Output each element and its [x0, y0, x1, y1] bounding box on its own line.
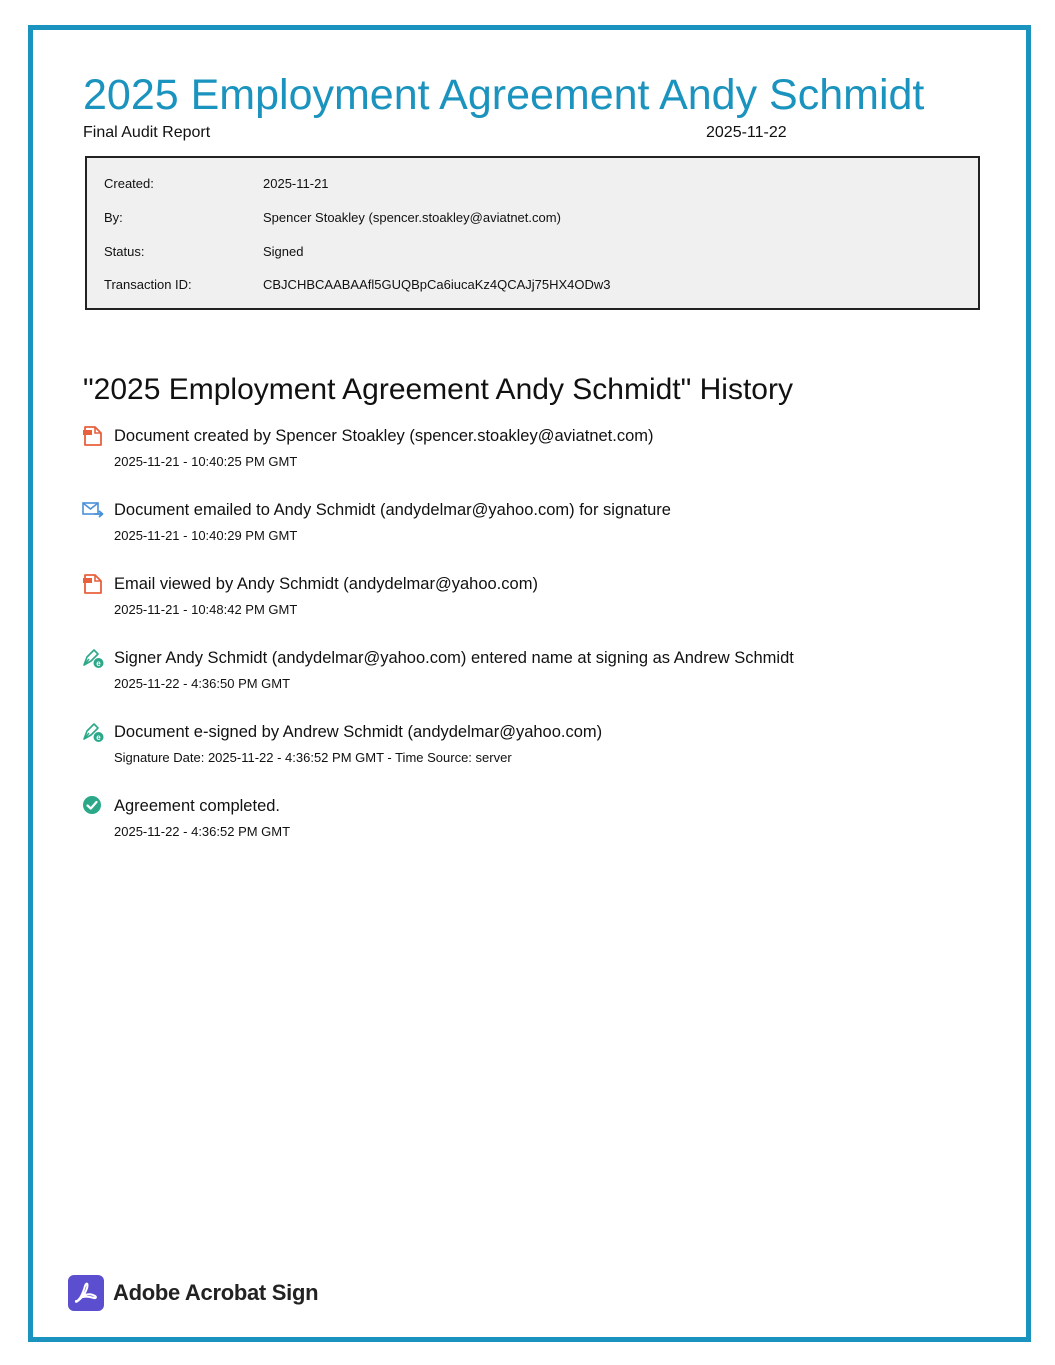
created-label: Created: [104, 176, 154, 191]
event-timestamp: 2025-11-21 - 10:40:29 PM GMT [114, 528, 298, 543]
event-text: Agreement completed. [114, 797, 281, 815]
brand-name: Adobe Acrobat Sign [113, 1280, 319, 1305]
history-event [82, 795, 982, 855]
history-event [82, 499, 982, 559]
event-timestamp: 2025-11-22 - 4:36:50 PM GMT [114, 676, 291, 691]
event-text: Signer Andy Schmidt (andydelmar@yahoo.com) entered name at signing as Andrew Schmidt [114, 649, 794, 667]
status-label: Status: [104, 244, 145, 259]
created-value: 2025-11-21 [263, 176, 329, 191]
acrobat-logo-icon [68, 1275, 104, 1311]
history-title: "2025 Employment Agreement Andy Schmidt" History [83, 373, 793, 406]
summary-box [85, 156, 980, 310]
transaction-label: Transaction ID: [104, 277, 192, 292]
event-text: Document e-signed by Andrew Schmidt (andydelmar@yahoo.com) [114, 723, 603, 741]
by-label: By: [104, 210, 123, 225]
event-timestamp: 2025-11-22 - 4:36:52 PM GMT [114, 824, 291, 839]
transaction-value: CBJCHBCAABAAfl5GUQBpCa6iucaKz4QCAJj75HX4ODw3 [263, 277, 611, 292]
by-value: Spencer Stoakley (spencer.stoakley@aviatnet.com) [263, 210, 561, 225]
event-timestamp: Signature Date: 2025-11-22 - 4:36:52 PM GMT - Time Source: server [114, 750, 512, 765]
event-text: Email viewed by Andy Schmidt (andydelmar@yahoo.com) [114, 575, 538, 593]
signer-pen-icon [82, 647, 104, 669]
document-title: 2025 Employment Agreement Andy Schmidt [83, 71, 925, 119]
event-timestamp: 2025-11-21 - 10:48:42 PM GMT [114, 602, 298, 617]
event-text: Document created by Spencer Stoakley (spencer.stoakley@aviatnet.com) [114, 427, 654, 445]
history-event [82, 573, 982, 633]
email-sent-icon [82, 499, 104, 521]
history-event [82, 425, 982, 485]
document-created-icon [82, 425, 104, 447]
report-date: 2025-11-22 [706, 124, 787, 141]
event-text: Document emailed to Andy Schmidt (andydelmar@yahoo.com) for signature [114, 501, 671, 519]
e-sign-pen-icon [82, 721, 104, 743]
history-event [82, 721, 982, 781]
status-value: Signed [263, 244, 304, 259]
svg-text:e: e [96, 733, 101, 742]
report-subtitle: Final Audit Report [83, 124, 211, 141]
event-timestamp: 2025-11-21 - 10:40:25 PM GMT [114, 454, 298, 469]
history-event [82, 647, 982, 707]
check-circle-icon [82, 795, 104, 817]
svg-text:e: e [96, 659, 101, 668]
document-viewed-icon [82, 573, 104, 595]
